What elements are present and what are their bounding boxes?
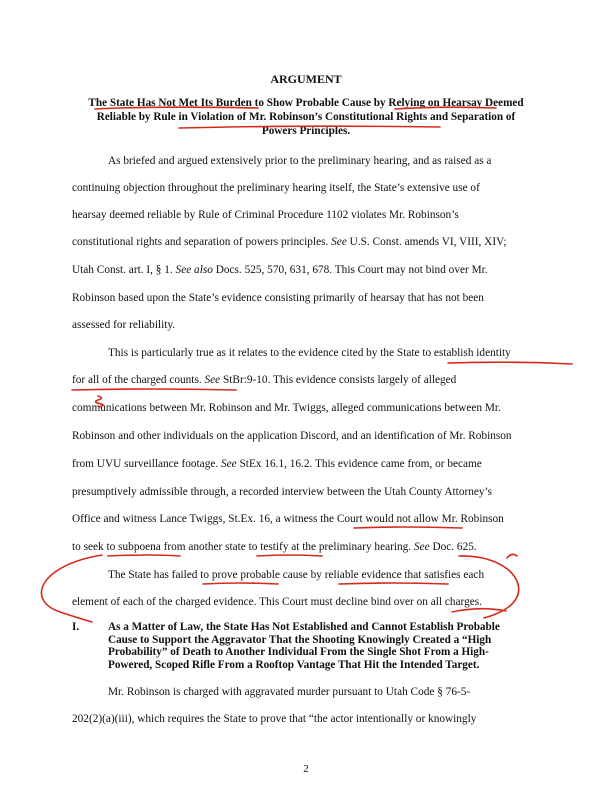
para1-line: As briefed and argued extensively prior to the preliminary hearing, and as raised as a	[108, 155, 492, 167]
para2-line: This is particularly true as it relates to the evidence cited by the State to establish identity	[108, 347, 511, 359]
para1-line: continuing objection throughout the preliminary hearing itself, the State’s extensive use of	[72, 182, 480, 194]
section-heading-I	[108, 621, 548, 672]
underline-mark	[452, 609, 506, 612]
para1-line: hearsay deemed reliable by Rule of Criminal Procedure 1102 violates Mr. Robinson’s	[72, 209, 459, 221]
para4-line: Mr. Robinson is charged with aggravated murder pursuant to Utah Code § 76-5-	[108, 686, 471, 698]
section-heading-line: As a Matter of Law, the State Has Not Established and Cannot Establish Probable	[108, 621, 500, 633]
section-heading-line: Probability” of Death to Another Individual From the Single Shot From a High-	[108, 646, 489, 659]
para2-line: communications between Mr. Robinson and Mr. Twiggs, alleged communications between Mr.	[72, 402, 501, 414]
underline-mark	[203, 583, 278, 584]
heading-line-2: Reliable by Rule in Violation of Mr. Robinson’s Constitutional Rights and Separation of	[96, 111, 516, 123]
para3-line: element of each of the charged evidence. This Court must decline bind over on all charges.	[72, 596, 483, 608]
underline-mark	[108, 555, 180, 556]
para3-line: The State has failed to prove probable cause by reliable evidence that satisfies each	[108, 569, 485, 581]
para2-line: to seek to subpoena from another state to testify at the preliminary hearing. See Doc. 625.	[72, 541, 477, 553]
heading-line-1: The State Has Not Met Its Burden to Show Probable Cause by Relying on Hearsay Deemed	[88, 97, 524, 109]
underline-mark	[339, 583, 448, 584]
para4-line: 202(2)(a)(iii), which requires the State to prove that “the actor intentionally or knowingly	[72, 713, 477, 725]
underline-mark	[448, 362, 572, 364]
para1-line: Robinson based upon the State’s evidence consisting primarily of hearsay that has not been	[72, 292, 484, 304]
para2-line: from UVU surveillance footage. See StEx 16.1, 16.2. This evidence came from, or became	[72, 458, 482, 470]
section-heading-line: Powered, Scoped Rifle From a Rooftop Vantage That Hit the Intended Target.	[108, 659, 480, 672]
para1-line: constitutional rights and separation of powers principles. See U.S. Const. amends VI, VIII, XIV;	[72, 236, 507, 248]
bracket-arc	[459, 556, 519, 618]
section-numeral: I.	[72, 621, 80, 633]
para2-line: for all of the charged counts. See StBr:9-10. This evidence consists largely of alleged	[72, 374, 457, 386]
underline-mark	[354, 527, 462, 528]
section-heading-line: Cause to Support the Aggravator That the Shooting Knowingly Created a “High	[108, 633, 492, 646]
bracket-arc	[41, 555, 102, 622]
heading-line-3: Powers Principles.	[261, 125, 351, 137]
page-number: 2	[303, 763, 309, 775]
page-title: ARGUMENT	[270, 72, 342, 86]
section-heading	[60, 96, 552, 138]
para1-line: assessed for reliability.	[72, 319, 176, 331]
para1-line: Utah Const. art. I, § 1. See also Docs. 525, 570, 631, 678. This Court may not bind over Mr.	[72, 264, 488, 276]
underline-mark	[507, 554, 517, 558]
para2-line: Office and witness Lance Twiggs, St.Ex. 16, a witness the Court would not allow Mr. Robinson	[72, 513, 504, 525]
para2-line: Robinson and other individuals on the application Discord, and an identification of Mr. Robinson	[72, 430, 512, 442]
underline-mark	[72, 389, 236, 390]
para2-line: presumptively admissible through, a recorded interview between the Utah County Attorney’s	[72, 486, 493, 498]
underline-mark	[257, 555, 322, 556]
